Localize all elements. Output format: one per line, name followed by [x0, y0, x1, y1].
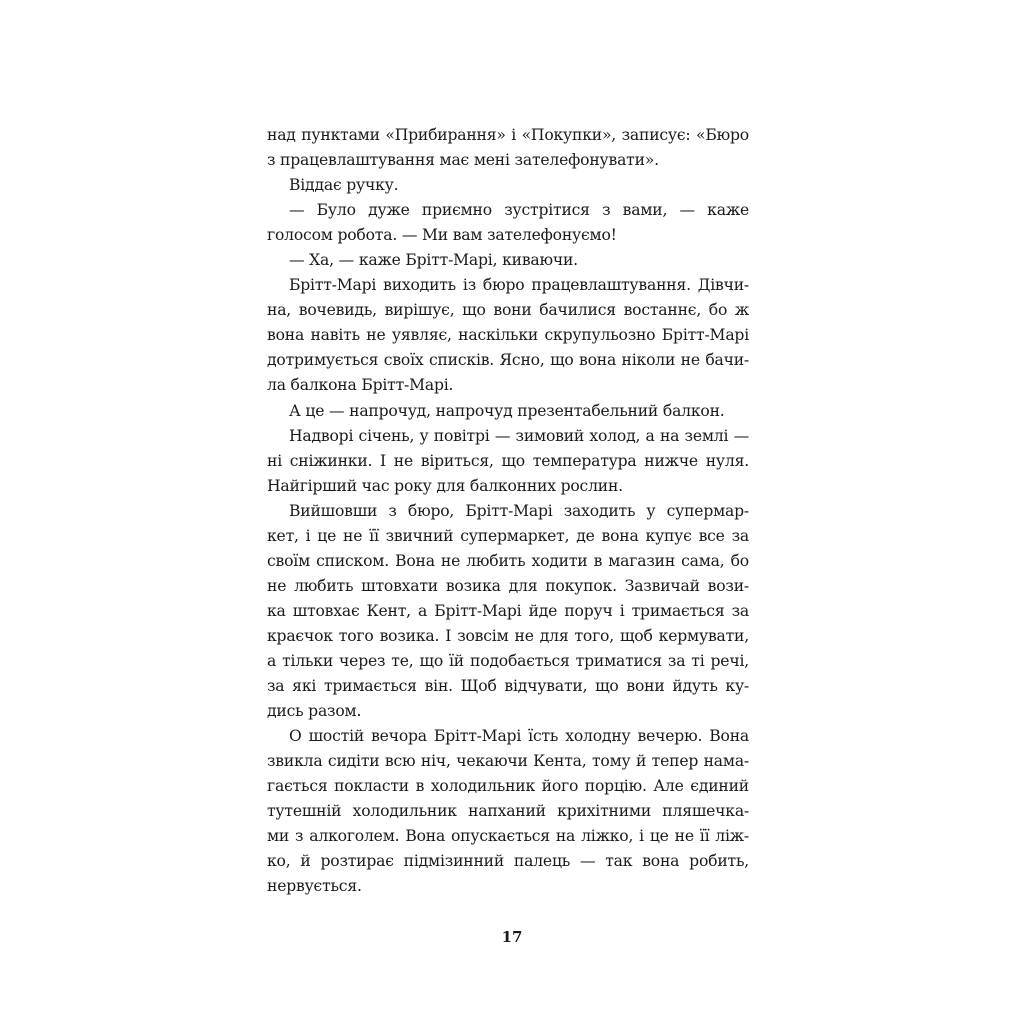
page-number: 17 — [501, 928, 523, 946]
text-line: з працевлаштування має мені зателефонувати». — [267, 151, 659, 170]
text-line: О шостій вечора Брітт-Марі їсть холодну вечерю. Вона — [289, 727, 749, 746]
text-line: ка штовхає Кент, а Брітт-Марі йде поруч і тримається за — [267, 601, 749, 620]
text-line: голосом робота. — Ми вам зателефонуємо! — [267, 226, 617, 245]
text-line: — Ха, — каже Брітт-Марі, киваючи. — [289, 251, 578, 270]
text-line: тутешній холодильник напханий крихітними пляшечка- — [267, 802, 749, 821]
text-line: А це — напрочуд, напрочуд презентабельний балкон. — [289, 401, 725, 420]
text-line: ми з алкоголем. Вона опускається на ліжко, і це не її ліж- — [267, 827, 749, 846]
text-line: краєчок того возика. І зовсім не для того, щоб кермувати, — [267, 626, 749, 645]
text-line: звикла сидіти всю ніч, чекаючи Кента, тому й тепер нама- — [267, 752, 749, 771]
text-line: ко, й розтирає підмізинний палець — так вона робить, — [267, 852, 749, 871]
text-line: — Було дуже приємно зустрітися з вами, — каже — [289, 201, 749, 220]
text-line: Віддає ручку. — [289, 176, 399, 195]
text-line: Найгірший час року для балконних рослин. — [267, 476, 623, 495]
text-line: гається покласти в холодильник його порцію. Але єдиний — [267, 777, 749, 796]
text-line: над пунктами «Прибирання» і «Покупки», записує: «Бюро — [267, 126, 749, 144]
text-line: а тільки через те, що їй подобається триматися за ті речі, — [267, 651, 749, 670]
text-line: дись разом. — [267, 702, 362, 721]
text-line: дотримується своїх списків. Ясно, що вона ніколи не бачи- — [267, 351, 749, 370]
text-line: Брітт-Марі виходить із бюро працевлаштування. Дівчи- — [289, 276, 749, 295]
text-line: Надворі січень, у повітрі — зимовий холод, а на землі — — [289, 426, 749, 445]
text-line: ла балкона Брітт-Марі. — [267, 376, 454, 395]
body-text — [267, 123, 749, 899]
text-line: кет, і це не її звичний супермаркет, де вона купує все за — [267, 526, 749, 545]
text-line: Вийшовши з бюро, Брітт-Марі заходить у супермар- — [289, 501, 749, 520]
text-line: нервується. — [267, 877, 362, 896]
text-line: ні сніжинки. І не віриться, що температура нижче нуля. — [267, 451, 749, 470]
text-line: на, вочевидь, вирішує, що вони бачилися востаннє, бо ж — [267, 301, 749, 320]
text-line: вона навіть не уявляє, наскільки скрупульозно Брітт-Марі — [267, 326, 749, 345]
text-line: не любить штовхати возика для покупок. Зазвичай вози- — [267, 576, 749, 595]
text-line: своїм списком. Вона не любить ходити в магазин сама, бо — [267, 551, 749, 570]
text-line: за які тримається він. Щоб відчувати, що вони йдуть ку- — [267, 677, 749, 696]
